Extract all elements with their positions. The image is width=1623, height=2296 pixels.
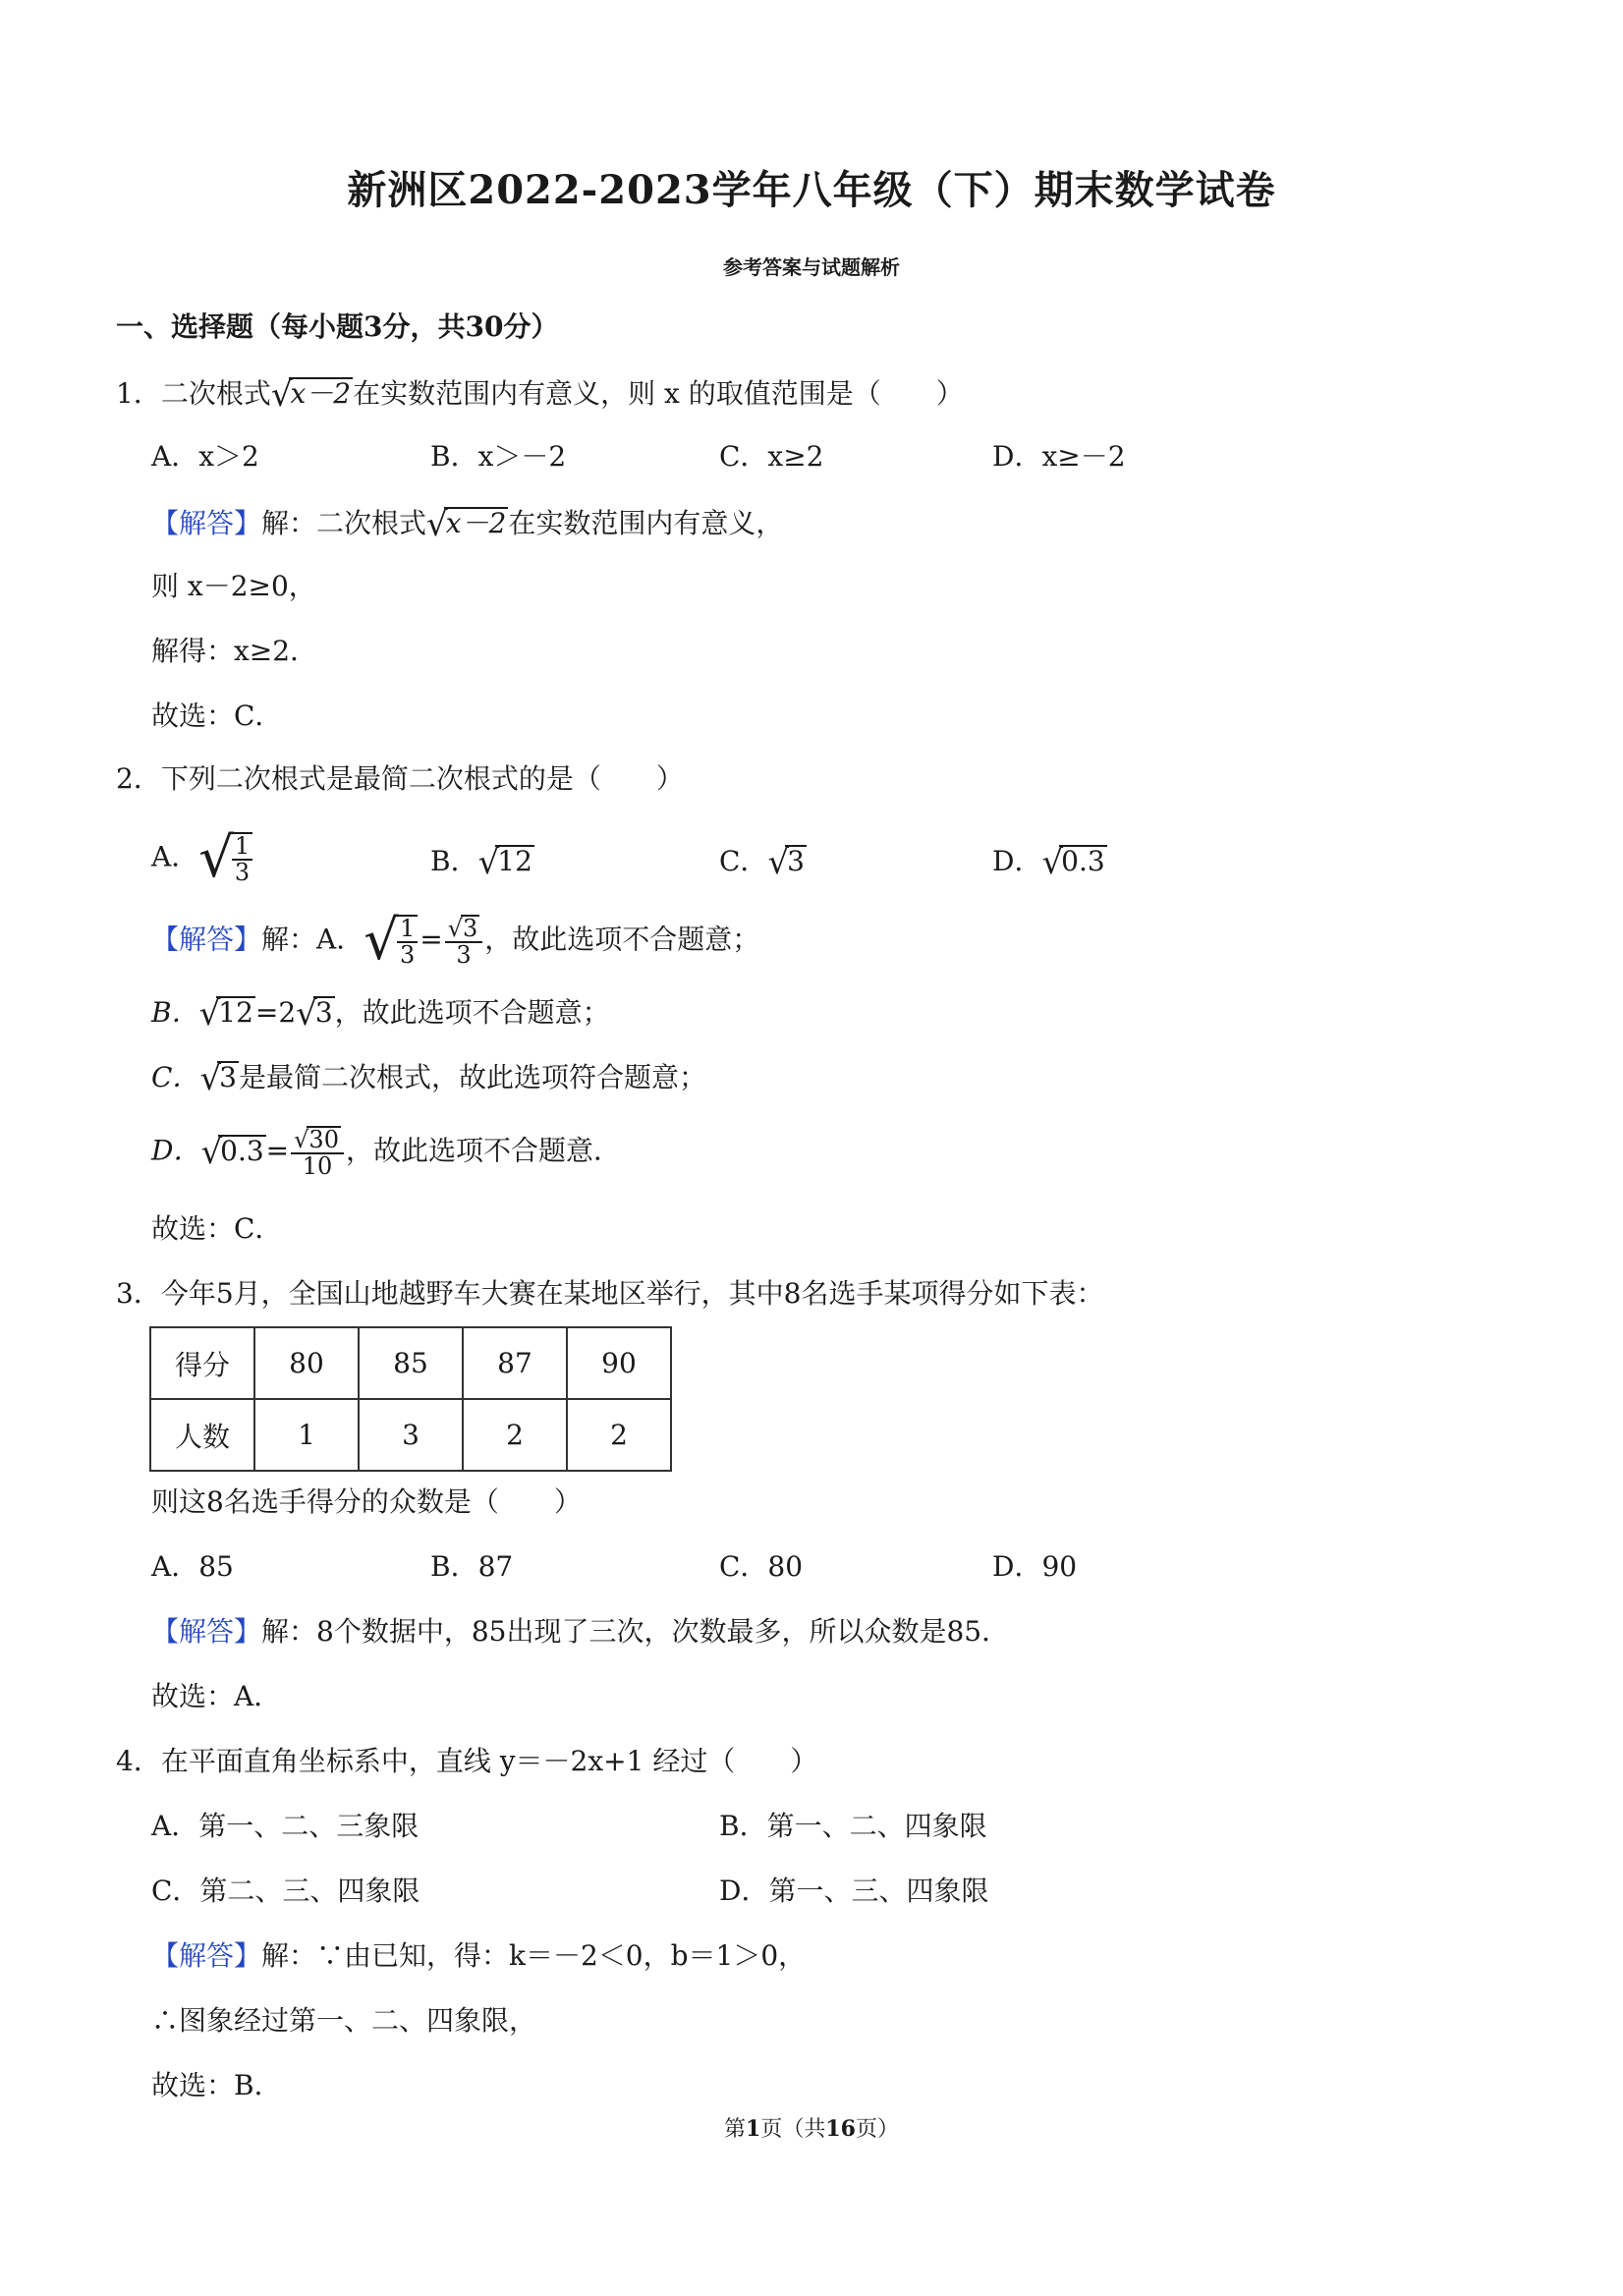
page-footer: 第1页（共16页） [724, 2116, 899, 2142]
radical-sign: √ [364, 909, 399, 973]
question-1-conclusion: 故选：C． [151, 700, 283, 732]
question-2-conclusion: 故选：C． [151, 1212, 283, 1245]
radical-sign: √ [1041, 843, 1064, 882]
question-3-stem: 3．今年5月，全国山地越野车大赛在某地区举行，其中8名选手某项得分如下表： [116, 1277, 1104, 1310]
table-cell: 90 [567, 1327, 671, 1399]
radical-sign: √ [296, 994, 317, 1034]
question-number: 4． [116, 1745, 161, 1777]
radical-sign: √ [767, 843, 790, 882]
question-3-question: 则这8名选手得分的众数是（ ） [151, 1485, 582, 1518]
question-number: 2． [116, 762, 161, 795]
question-number: 1． [116, 376, 161, 410]
fraction: $\frac{1}{3}$ [232, 832, 252, 885]
score-table [149, 1326, 672, 1472]
page-title: 新洲区2022-2023学年八年级（下）期末数学试卷 [347, 167, 1276, 213]
question-4-answer: 【解答】解：∵由已知，得：k＝－2＜0，b＝1＞0， [151, 1939, 807, 1972]
question-1-answer: 【解答】解：二次根式√x－2在实数范围内有意义， [151, 505, 784, 544]
table-cell: 2 [463, 1399, 567, 1471]
question-3-option-d: D．90 [992, 1550, 1078, 1583]
question-3-option-b: B．87 [430, 1550, 514, 1583]
radicand: x－2 [290, 376, 352, 410]
table-cell: 85 [359, 1327, 463, 1399]
question-number: 3． [116, 1277, 161, 1310]
question-2-option-b: B．√12 [430, 843, 532, 882]
answer-tag: 【解答】 [151, 1939, 262, 1972]
answer-tag: 【解答】 [151, 506, 262, 539]
page-number: 1 [746, 2116, 761, 2142]
question-4-conclusion: 故选：B． [151, 2069, 282, 2101]
question-2-option-d: D．√0.3 [992, 843, 1105, 882]
question-4-step-1: ∴图象经过第一、二、四象限， [151, 2004, 537, 2037]
page-total: 16 [825, 2116, 856, 2142]
table-row [150, 1327, 671, 1399]
question-1-option-b: B．x＞－2 [430, 440, 567, 473]
fraction: $\frac{√30}{10}$ [291, 1126, 344, 1179]
fraction: $\frac{√3}{3}$ [445, 915, 483, 968]
radical-sign: √ [198, 826, 234, 890]
table-cell: 80 [254, 1327, 359, 1399]
question-1-step-2: 解得：x≥2． [151, 635, 318, 667]
question-4-option-d: D．第一、三、四象限 [719, 1875, 989, 1907]
radical-sign: √ [199, 1059, 222, 1098]
radical-sign: √ [200, 1132, 223, 1172]
table-cell: 得分 [150, 1327, 254, 1399]
radical-sign: √ [477, 843, 500, 882]
table-cell: 2 [567, 1399, 671, 1471]
question-1-option-d: D．x≥－2 [992, 440, 1126, 473]
question-3-answer: 【解答】解：8个数据中，85出现了三次，次数最多，所以众数是85． [151, 1615, 1010, 1648]
question-2-stem: 2．下列二次根式是最简二次根式的是（ ） [116, 762, 684, 795]
question-2-answer-b: B．√12=2√3，故此选项不合题意； [151, 994, 610, 1034]
table-row [150, 1399, 671, 1471]
page-subtitle: 参考答案与试题解析 [723, 255, 900, 279]
question-2-answer-d: D．√0.3= $\frac{√30}{10}$ ，故此选项不合题意． [151, 1126, 621, 1181]
question-4-stem: 4．在平面直角坐标系中，直线 y＝－2x+1 经过（ ） [116, 1745, 818, 1777]
question-4-option-b: B．第一、二、四象限 [719, 1810, 987, 1842]
question-1-option-c: C．x≥2 [719, 440, 824, 473]
question-2-option-a: A．√ $\frac{1}{3}$ [151, 831, 254, 886]
radical-sign: √ [198, 994, 221, 1034]
question-4-option-a: A．第一、二、三象限 [151, 1810, 420, 1842]
table-cell: 87 [463, 1327, 567, 1399]
question-3-option-c: C．80 [719, 1550, 804, 1583]
table-cell: 3 [359, 1399, 463, 1471]
radical-sign: √ [426, 505, 448, 544]
section-heading: 一、选择题（每小题3分，共30分） [116, 310, 559, 343]
question-3-option-a: A．85 [151, 1550, 234, 1583]
question-2-option-c: C．√3 [719, 843, 805, 882]
question-2-answer-c: C．√3是最简二次根式，故此选项符合题意； [151, 1059, 706, 1098]
question-1-option-a: A．x＞2 [151, 440, 259, 473]
fraction: $\frac{1}{3}$ [397, 915, 418, 968]
question-1-step-1: 则 x－2≥0， [151, 570, 316, 602]
answer-tag: 【解答】 [151, 923, 262, 956]
question-4-option-c: C．第二、三、四象限 [151, 1875, 420, 1907]
question-2-answer-a: 【解答】解：A．√ $\frac{1}{3}$ = $\frac{√3}{3}$ ，故此选项不合题意； [151, 909, 760, 973]
table-cell: 人数 [150, 1399, 254, 1471]
answer-tag: 【解答】 [151, 1615, 262, 1648]
question-3-conclusion: 故选：A． [151, 1680, 282, 1712]
table-cell: 1 [254, 1399, 359, 1471]
radical-sign: √ [270, 375, 293, 415]
question-1-stem: 1．二次根式√x－2在实数范围内有意义，则 x 的取值范围是（ ） [116, 375, 964, 415]
radicand: x－2 [445, 506, 507, 539]
